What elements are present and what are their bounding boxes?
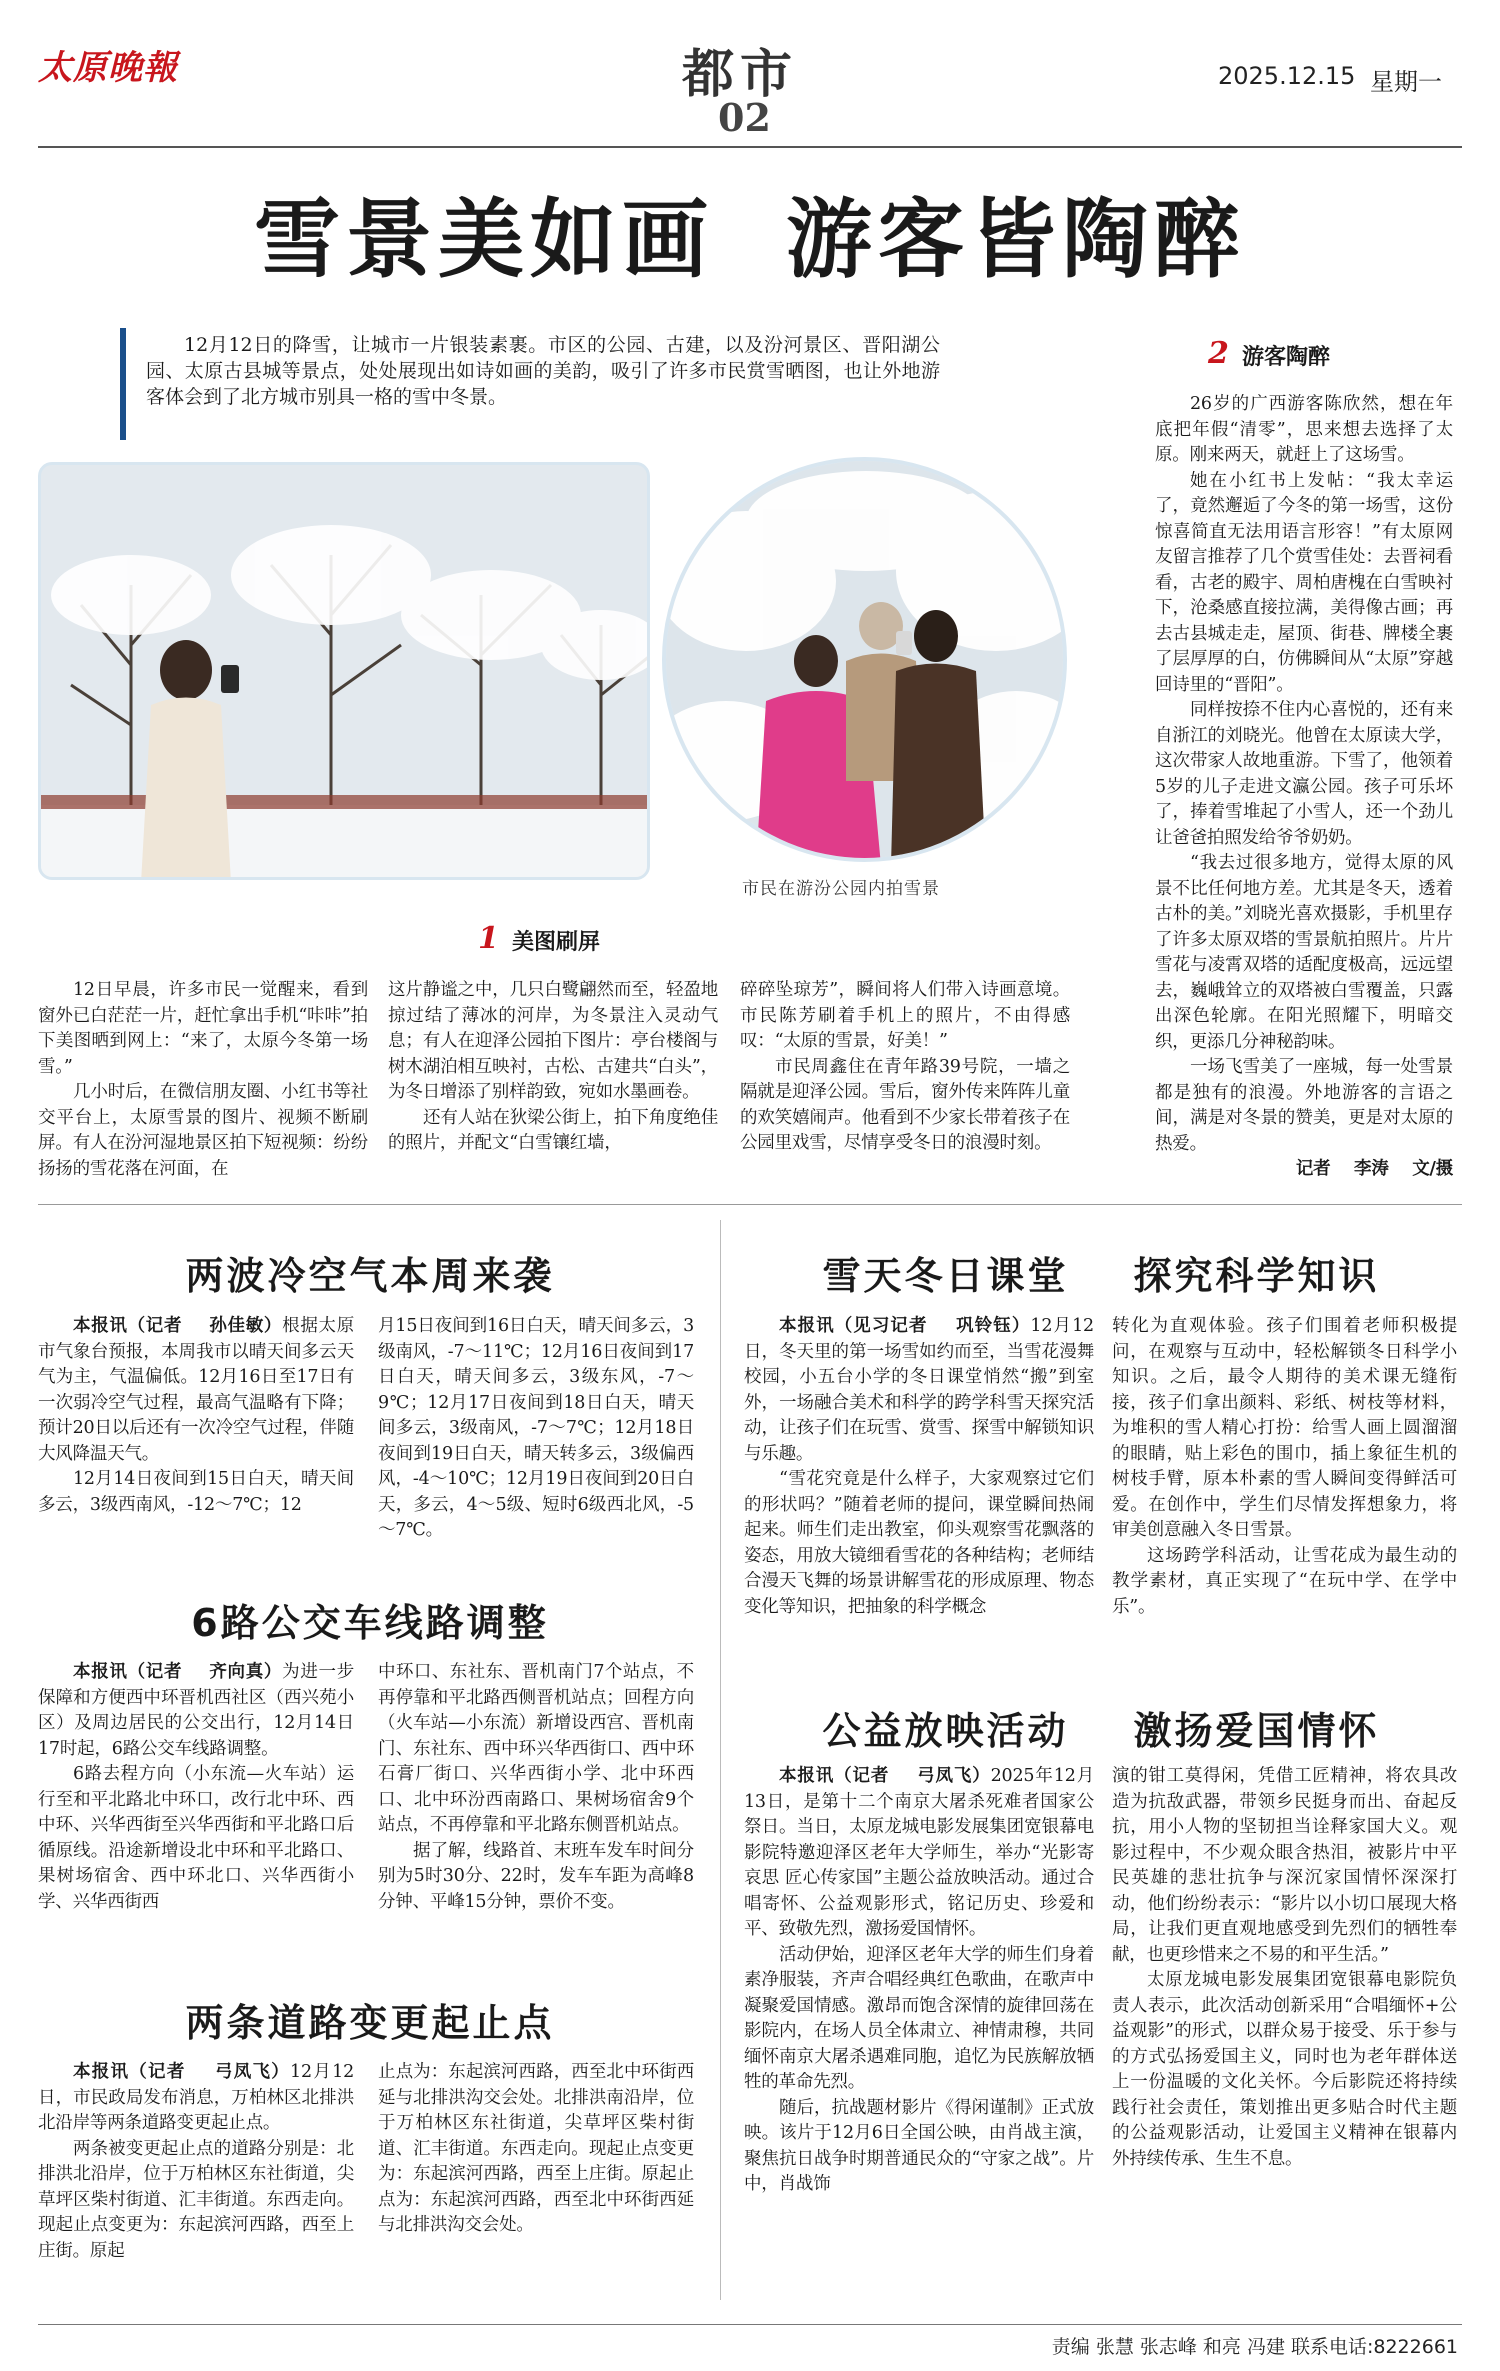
paragraph: 太原龙城电影发展集团宽银幕电影院负责人表示，此次活动创新采用“合唱缅怀+公益观影”的形式，以群众易于接受、乐于参与的方式弘扬爱国主义，同时也为老年群体送上一份温暖的文化关怀。今后影院还将持续践行社会责任，策划推出更多贴合时代主题的公益观影活动，让爱国主义精神在银幕内外持续传承、生生不息。 [1112,1970,1457,2169]
footer-editors: 责编 张慧 张志峰 和亮 冯建 联系电话:8222661 [1051,2336,1458,2358]
issue-date: 2025.12.15 [1218,62,1356,90]
photo-circle-tourists [662,457,1067,862]
byline-lead: 本报讯 [73,1662,128,1682]
paragraph: 随后，抗战题材影片《得闲谨制》正式放映。该片于12月6日全国公映，由肖战主演，聚焦抗日战争时期普通民众的“守家之战”。片中，肖战饰 [744,2097,1094,2194]
newspaper-logo: 太原晚報 [38,48,178,88]
tourists-illustration [666,461,1067,862]
horizontal-divider [38,1204,1462,1205]
paragraph: “雪花究竟是什么样子，大家观察过它们的形状吗？”随着老师的提问，课堂瞬间热闹起来。师生们走出教室，仰头观察雪花飘落的姿态，用放大镜细看雪花的各种结构；老师结合漫天飞舞的场景讲解雪花的形成原理、物态变化等知识，把抽象的科学概念 [744,1469,1094,1617]
section2-body [1155,392,1453,1183]
paragraph [38,1660,354,1762]
paragraph: 还有人站在狄梁公街上，拍下角度绝佳的照片，并配文“白雪镶红墙， [388,1107,718,1153]
paragraph: 演的钳工莫得闲，凭借工匠精神，将农具改造为抗敌武器，带领乡民挺身而出、奋起反抗，用小人物的坚韧担当诠释家国大义。观影过程中，不少观众眼含热泪，被影片中平民英雄的悲壮抗争与深沉家国情怀深深打动，他们纷纷表示：“影片以小切口展现大格局，让我们更直观地感受到先烈们的牺牲奉献，也更珍惜来之不易的和平生活。” [1112,1766,1457,1965]
paragraph: 她在小红书上发帖：“我太幸运了，竟然邂逅了今冬的第一场雪，这份惊喜简直无法用语言形容！”有太原网友留言推荐了几个赏雪佳处：去晋祠看看，古老的殿宇、周柏唐槐在白雪映衬下，沧桑感直接拉满，美得像古画；再去古县城走走，屋顶、街巷、牌楼全裹了层厚厚的白，仿佛瞬间从“太原”穿越回诗里的“晋阳”。 [1155,470,1453,695]
paragraph: 同样按捺不住内心喜悦的，还有来自浙江的刘晓光。他曾在太原读大学，这次带家人故地重游。下雪了，他领着5岁的儿子走进文瀛公园。孩子可乐坏了，捧着雪堆起了小雪人，还一个劲儿让爸爸拍照发给爷爷奶奶。 [1155,700,1453,848]
byline-lead: 本报讯 [779,1766,835,1786]
road-col1 [38,2060,354,2264]
paragraph: 12日早晨，许多市民一觉醒来，看到窗外已白茫茫一片，赶忙拿出手机“咔咔”拍下美图晒到网上：“来了，太原今冬第一场雪。” [38,980,368,1077]
paragraph: 中环口、东社东、晋机南门7个站点，不再停靠和平北路西侧晋机站点；回程方向（火车站—小东流）新增设西宫、晋机南门、东社东、西中环兴华西街口、西中环石膏厂街口、兴华西街小学、北中环西口、北中环汾西南路口、果树场宿舍9个站点，不再停靠和平北路东侧晋机站点。 [378,1662,694,1835]
snow-scene-illustration [41,465,650,880]
paragraph: 26岁的广西游客陈欣然，想在年底把年假“清零”，思来想去选择了太原。刚来两天，就赶上了这场雪。 [1155,394,1453,465]
lead-text: 12月12日的降雪，让城市一片银装素裹。市区的公园、古建，以及汾河景区、晋阳湖公园、太原古县城等景点，处处展现出如诗如画的美韵，吸引了许多市民赏雪晒图，也让外地游客体会到了北方城市别具一格的雪中冬景。 [146,334,940,408]
page-number: 02 [718,95,771,140]
bus-col2 [378,1660,694,1915]
paragraph: 转化为直观体验。孩子们围着老师积极提问，在观察与互动中，轻松解锁冬日科学小知识。之后，最令人期待的美术课无缝衔接，孩子们拿出颜料、彩纸、树枝等材料，为堆积的雪人精心打扮：给雪人画上圆溜溜的眼睛，贴上彩色的围巾，插上象征生机的树枝手臂，原本朴素的雪人瞬间变得鲜活可爱。在创作中，学生们尽情发挥想象力，将审美创意融入冬日雪景。 [1112,1316,1457,1540]
masthead-divider [38,146,1462,148]
footer-divider [38,2324,1462,2325]
section1-col2 [388,978,718,1157]
paragraph [744,1314,1094,1467]
byline-reporter: （记者 齐向真） [127,1662,283,1682]
paragraph-text: 12月12日，市民政局发布消息，万柏林区北排洪北沿岸等两条道路变更起止点。 [38,2062,355,2133]
headline-cold-air: 两波冷空气本周来袭 [185,1254,555,1298]
class-col1 [744,1314,1094,1620]
section1-col3 [740,978,1070,1157]
byline-lead: 本报讯 [779,1316,835,1336]
byline: 记者 李涛 文/摄 [1295,1159,1453,1179]
section2-header [1208,336,1388,371]
byline-reporter: （见习记者 巩铃钰） [834,1316,1031,1336]
section1-number: 1 [478,921,499,956]
class-col2 [1112,1314,1457,1620]
main-headline: 雪景美如画 游客皆陶醉 [254,190,1246,290]
paragraph-text: 根据太原市气象台预报，本周我市以晴天间多云天气为主，气温偏低。12月16日至17日有一次弱冷空气过程，最高气温略有下降；预计20日以后还有一次冷空气过程，伴随大风降温天气。 [38,1316,355,1464]
lead-box [120,328,950,440]
masthead [0,0,1500,150]
paragraph: 6路去程方向（小东流—火车站）运行至和平北路北中环口，改行北中环、西中环、兴华西街至兴华西街和平北路口后循原线。沿途新增设北中环和平北路口、果树场宿舍、西中环北口、兴华西街小学、兴华西街西 [38,1764,354,1912]
paragraph: 这场跨学科活动，让雪花成为最生动的教学素材，真正实现了“在玩中学、在学中乐”。 [1112,1545,1457,1617]
section1-header [478,921,658,956]
paragraph: 这片静谧之中，几只白鹭翩然而至，轻盈地掠过结了薄冰的河岸，为冬景注入灵动气息；有人在迎泽公园拍下图片：亭台楼阁与树木湖泊相互映衬，古松、古建共“白头”，为冬日增添了别样韵致，宛如水墨画卷。 [388,980,718,1102]
headline-class: 雪天冬日课堂 探究科学知识 [822,1254,1380,1298]
byline-reporter: （记者 弓凤飞） [834,1766,991,1786]
paragraph: 几小时后，在微信朋友圈、小红书等社交平台上，太原雪景的图片、视频不断刷屏。有人在汾河湿地景区拍下短视频：纷纷扬扬的雪花落在河面，在 [38,1082,368,1179]
paragraph: 止点为：东起滨河西路，西至北中环街西延与北排洪沟交会处。北排洪南沿岸，位于万柏林区东社街道，尖草坪区柴村街道、汇丰街道。东西走向。现起止点变更为：东起滨河西路，西至上庄街。原起止点为：东起滨河西路，西至北中环街西延与北排洪沟交会处。 [378,2062,694,2235]
section1-col1 [38,978,368,1182]
byline-reporter: （记者 弓凤飞） [129,2062,291,2082]
vertical-divider [720,1220,721,2300]
photo-girl-snow [38,462,650,880]
paragraph: 市民周鑫住在青年路39号院，一墙之隔就是迎泽公园。雪后，窗外传来阵阵儿童的欢笑嬉闹声。他看到不少家长带着孩子在公园里戏雪，尽情享受冬日的浪漫时刻。 [740,1056,1070,1153]
photo-caption: 市民在游汾公园内拍雪景 [742,879,940,899]
cold-col1 [38,1314,354,1518]
paragraph: 一场飞雪美了一座城，每一处雪景都是独有的浪漫。外地游客的言语之间，满是对冬景的赞美，更是对太原的热爱。 [1155,1057,1453,1154]
film-col2 [1112,1764,1457,2172]
paragraph: 两条被变更起止点的道路分别是：北排洪北沿岸，位于万柏林区东社街道，尖草坪区柴村街道、汇丰街道。东西走向。现起止点变更为：东起滨河西路，西至上庄街。原起 [38,2138,354,2261]
paragraph [38,2060,354,2137]
headline-road: 两条道路变更起止点 [185,2001,555,2045]
paragraph: 活动伊始，迎泽区老年大学的师生们身着素净服装，齐声合唱经典红色歌曲，在歌声中凝聚爱国情感。激昂而饱含深情的旋律回荡在影院内，在场人员全体肃立、神情肃穆，共同缅怀南京大屠杀遇难同胞，追忆为民族解放牺牲的革命先烈。 [744,1944,1094,2092]
paragraph-text: 12月12日，冬天里的第一场雪如约而至，当雪花漫舞校园，小五台小学的冬日课堂悄然“搬”到室外，一场融合美术和科学的跨学科雪天探究活动，让孩子们在玩雪、赏雪、探雪中解锁知识与乐趣。 [744,1316,1094,1464]
section-title: 都市 [682,45,799,105]
paragraph: 月15日夜间到16日白天，晴天间多云，3级南风，-7～11℃；12月16日夜间到17日白天，晴天间多云，3级东风，-7～9℃；12月17日夜间到18日白天，晴天间多云，3级南风，-7～7℃；12月18日夜间到19日白天，晴天转多云，3级偏西风，-4～10℃；12月19日夜间到20日白天，多云，4～5级、短时6级西北风，-5～7℃。 [378,1316,694,1540]
byline-lead: 本报讯 [73,2062,130,2082]
paragraph: 碎碎坠琼芳”，瞬间将人们带入诗画意境。市民陈芳刷着手机上的照片，不由得感叹：“太原的雪景，好美！” [740,980,1070,1051]
headline-film: 公益放映活动 激扬爱国情怀 [822,1709,1380,1753]
byline-lead: 本报讯 [73,1316,128,1336]
byline-reporter: （记者 孙佳敏） [127,1316,283,1336]
section2-title: 游客陶醉 [1242,345,1331,370]
paragraph: 12月14日夜间到15日白天，晴天间多云，3级西南风，-12～7℃；12 [38,1469,354,1515]
headline-bus: 6路公交车线路调整 [191,1601,549,1645]
section1-title: 美图刷屏 [512,930,601,955]
section2-number: 2 [1208,336,1229,371]
paragraph: “我去过很多地方，觉得太原的风景不比任何地方差。尤其是冬天，透着古朴的美。”刘晓光喜欢摄影，手机里存了许多太原双塔的雪景航拍照片。片片雪花与凌霄双塔的适配度极高，远远望去，巍峨耸立的双塔被白雪覆盖，只露出深色轮廓。在阳光照耀下，明暗交织，更添几分神秘韵味。 [1155,853,1453,1052]
paragraph-text: 2025年12月13日，是第十二个南京大屠杀死难者国家公祭日。当日，太原龙城电影发展集团宽银幕电影院特邀迎泽区老年大学师生，举办“光影寄哀思 匠心传家国”主题公益放映活动。通过合唱寄怀、公益观影形式，铭记历史、珍爱和平、致敬先烈，激扬爱国情怀。 [744,1766,1094,1939]
paragraph-text: 为进一步保障和方便西中环晋机西社区（西兴苑小区）及周边居民的公交出行，12月14日17时起，6路公交车线路调整。 [38,1662,355,1759]
cold-col2 [378,1314,694,1544]
paragraph [744,1764,1094,1943]
issue-weekday: 星期一 [1370,68,1442,96]
film-col1 [744,1764,1094,2198]
paragraph [38,1314,354,1467]
bus-col1 [38,1660,354,1915]
paragraph: 据了解，线路首、末班车发车时间分别为5时30分、22时，发车车距为高峰8分钟、平峰15分钟，票价不变。 [378,1840,694,1912]
road-col2 [378,2060,694,2239]
